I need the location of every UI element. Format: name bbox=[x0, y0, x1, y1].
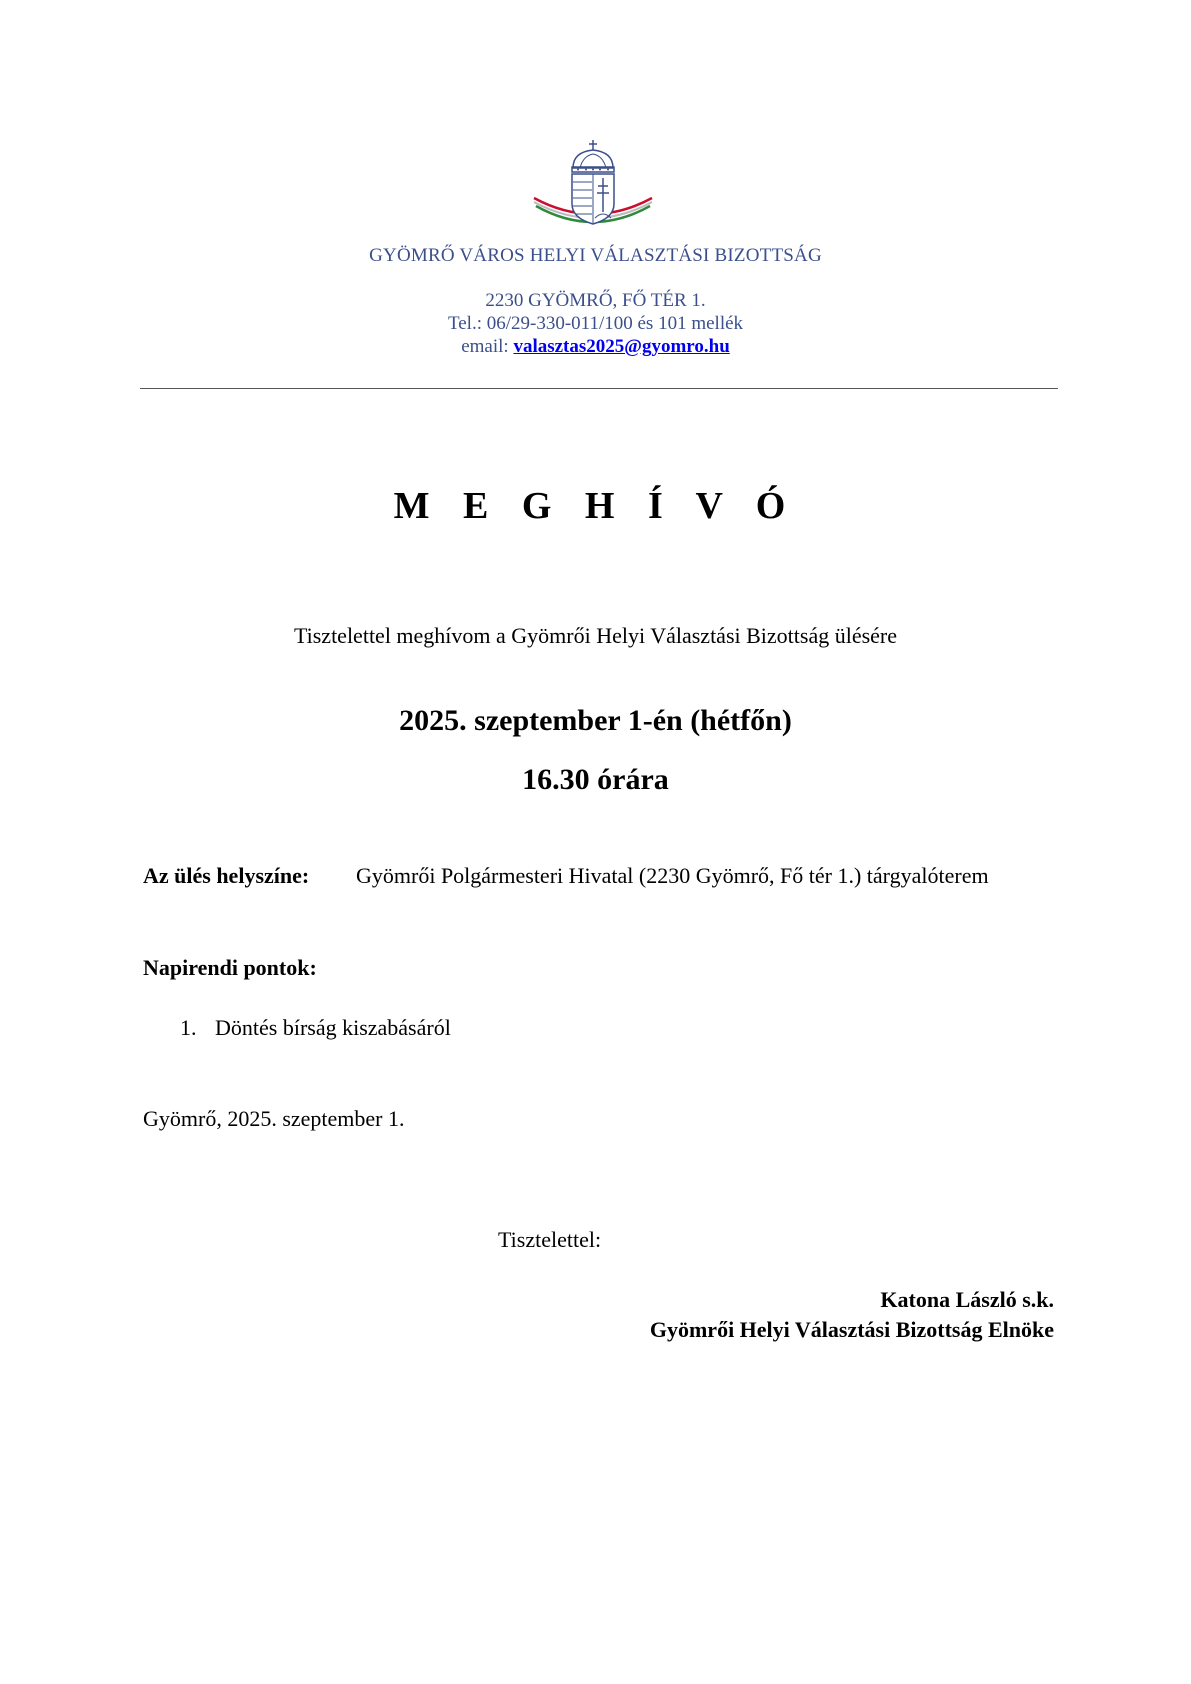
organization-address: 2230 GYÖMRŐ, FŐ TÉR 1. bbox=[485, 290, 706, 311]
coat-of-arms-icon bbox=[528, 138, 658, 238]
header-divider bbox=[140, 388, 1058, 389]
agenda-item-number: 1. bbox=[180, 1015, 197, 1040]
meeting-date: 2025. szeptember 1-én (hétfőn) bbox=[399, 704, 792, 737]
agenda-title: Napirendi pontok: bbox=[143, 955, 317, 980]
agenda-item-text: Döntés bírság kiszabásáról bbox=[215, 1015, 451, 1040]
meeting-time: 16.30 órára bbox=[522, 763, 669, 796]
location-value: Gyömrői Polgármesteri Hivatal (2230 Gyömrő, Fő tér 1.) tárgyalóterem bbox=[356, 863, 989, 888]
email-label: email: bbox=[461, 336, 514, 357]
organization-phone: Tel.: 06/29-330-011/100 és 101 mellék bbox=[447, 313, 744, 334]
organization-name: GYÖMRŐ VÁROS HELYI VÁLASZTÁSI BIZOTTSÁG bbox=[369, 245, 822, 266]
email-link[interactable]: valasztas2025@gyomro.hu bbox=[513, 336, 730, 357]
agenda-item bbox=[180, 1015, 451, 1041]
organization-email-line bbox=[0, 336, 1191, 358]
closing-regards: Tisztelettel: bbox=[498, 1227, 602, 1252]
signer-name: Katona László s.k. bbox=[880, 1287, 1054, 1312]
place-and-date: Gyömrő, 2025. szeptember 1. bbox=[143, 1106, 405, 1131]
invitation-intro: Tisztelettel meghívom a Gyömrői Helyi Választási Bizottság ülésére bbox=[293, 623, 898, 648]
location-label: Az ülés helyszíne: bbox=[143, 863, 310, 888]
signer-title: Gyömrői Helyi Választási Bizottság Elnöke bbox=[649, 1317, 1054, 1342]
document-title: M E G H Í V Ó bbox=[393, 485, 798, 527]
